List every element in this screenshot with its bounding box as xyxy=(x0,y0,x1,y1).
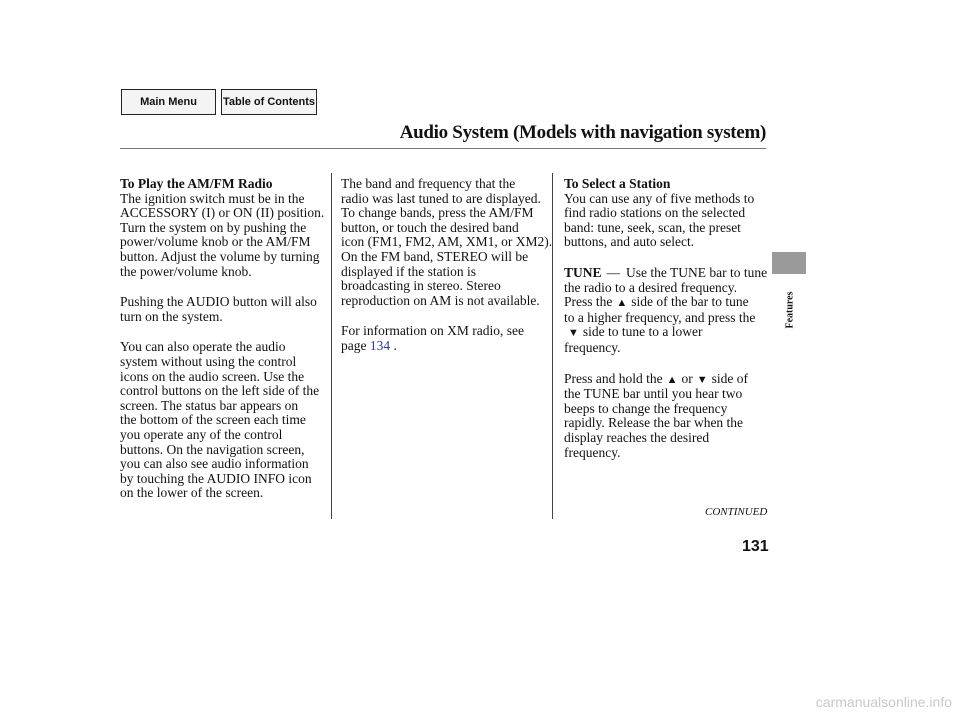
page-number: 131 xyxy=(742,538,769,555)
paragraph-band-frequency: The band and frequency that the radio was last tuned to are displayed. To change bands, press the AM/FM button, or touch the desired band icon (FM1, FM2, AM, XM1, or XM2). On the FM band, STEREO will be displayed if the station is broadcasting in stereo. Stereo reproduction on AM is not available. xyxy=(341,176,553,308)
page-reference-link[interactable]: 134 xyxy=(369,337,391,353)
column-divider-right xyxy=(552,173,553,519)
column-select-station xyxy=(564,176,768,476)
section-tab-marker xyxy=(772,252,806,274)
page-title: Audio System (Models with navigation system) xyxy=(399,122,766,143)
header-rule xyxy=(120,148,766,149)
paragraph-ignition: The ignition switch must be in the ACCESSORY (I) or ON (II) position. Turn the system on by pushing the power/volume knob or the AM/FM button. Adjust the volume by turning the power/volume knob. xyxy=(120,190,325,279)
paragraph-tune: TUNE — Use the TUNE bar to tune the radio to a desired frequency. Press the ▲ side of the bar to tune to a higher frequency, and press the ▼ side to tune to a lower frequency. xyxy=(564,264,768,355)
main-menu-button[interactable]: Main Menu xyxy=(121,89,216,115)
section-heading-play-radio: To Play the AM/FM Radio xyxy=(120,176,273,191)
watermark: carmanualsonline.info xyxy=(815,694,952,710)
continued-label: CONTINUED xyxy=(705,506,768,518)
paragraph-audio-button: Pushing the AUDIO button will also turn on the system. xyxy=(120,294,317,324)
up-arrow-icon: ▲ xyxy=(616,297,628,310)
paragraph-press-hold: Press and hold the ▲ or ▼ side of the TUNE bar until you hear two beeps to change the frequency rapidly. Release the bar when the display reaches the desired frequency. xyxy=(564,370,749,460)
section-side-label: Features xyxy=(784,291,796,329)
column-band-frequency xyxy=(341,176,553,370)
paragraph-xm-radio: For information on XM radio, see page 134 . xyxy=(341,323,524,353)
down-arrow-icon: ▼ xyxy=(696,373,708,386)
table-of-contents-button[interactable]: Table of Contents xyxy=(221,89,317,115)
column-divider-left xyxy=(331,173,332,519)
up-arrow-icon: ▲ xyxy=(666,373,678,386)
paragraph-control-buttons: You can also operate the audio system without using the control icons on the audio screen. Use the control buttons on the left side of the screen. The status bar appears on the bottom of the screen each time you operate any of the control buttons. On the navigation screen, you can also see audio information by touching the AUDIO INFO icon on the lower of the screen. xyxy=(120,339,320,501)
column-play-radio xyxy=(120,177,326,517)
down-arrow-icon: ▼ xyxy=(568,327,579,340)
tune-label: TUNE xyxy=(564,264,602,280)
section-heading-select-station: To Select a Station xyxy=(564,176,671,191)
paragraph-five-methods: You can use any of five methods to find radio stations on the selected band: tune, seek, scan, the preset buttons, and auto select. xyxy=(564,190,755,250)
